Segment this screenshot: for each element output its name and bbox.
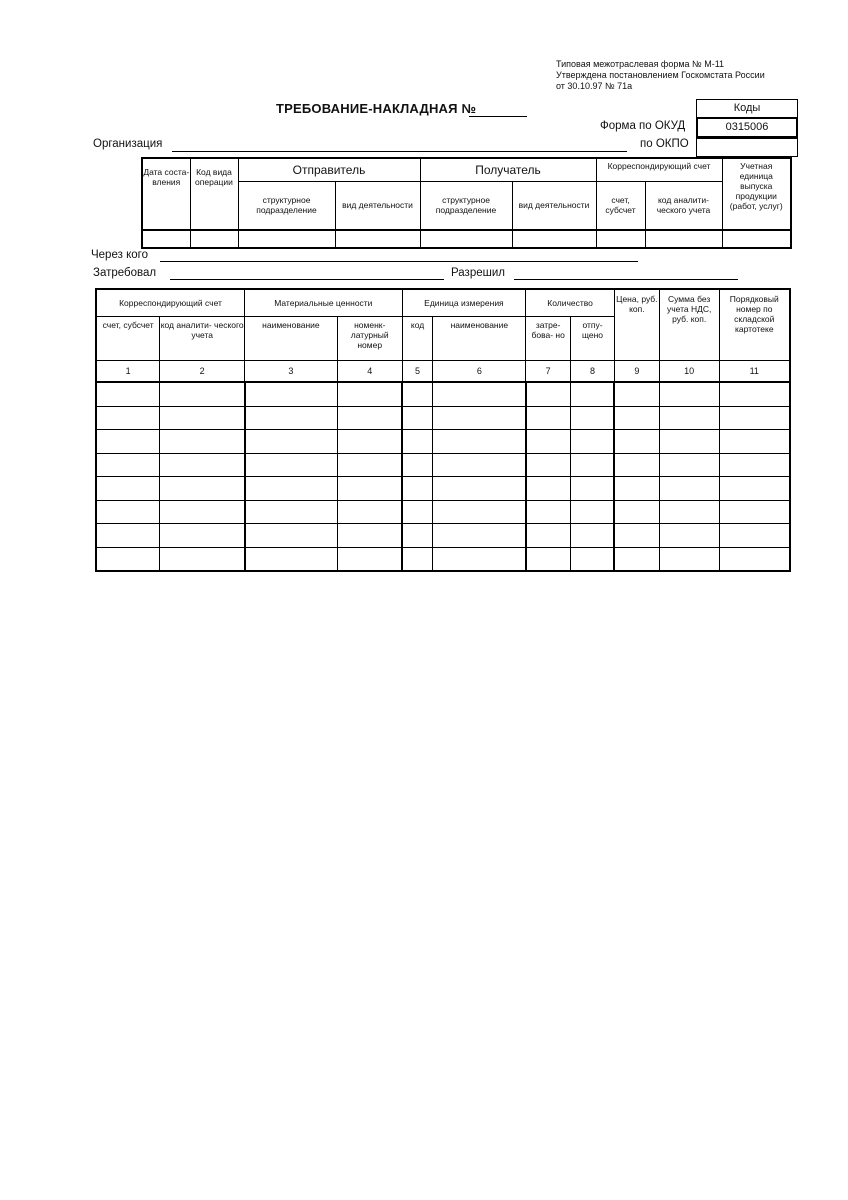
receiver-division-cell[interactable]: [420, 230, 512, 248]
measure-unit-header: Единица измерения: [402, 289, 526, 317]
released-qty-cell[interactable]: [571, 382, 615, 406]
price-cell[interactable]: [614, 524, 659, 548]
table-row: [96, 430, 790, 454]
released-qty-header: отпу- щено: [571, 317, 615, 361]
sender-division-cell[interactable]: [238, 230, 335, 248]
document-number-field[interactable]: [469, 116, 527, 117]
unit-name-cell[interactable]: [433, 477, 526, 501]
account-cell[interactable]: [96, 500, 160, 524]
form-type-header: [556, 59, 765, 92]
nomenclature-number-cell[interactable]: [337, 382, 402, 406]
price-cell[interactable]: [614, 406, 659, 430]
receiver-activity-header: вид деятельности: [512, 182, 596, 230]
document-title: ТРЕБОВАНИЕ-НАКЛАДНАЯ №: [276, 101, 477, 116]
through-label: Через кого: [91, 249, 148, 261]
account-cell[interactable]: [96, 524, 160, 548]
order-number-cell[interactable]: [719, 453, 790, 477]
material-name-cell[interactable]: [245, 382, 338, 406]
material-name-cell[interactable]: [245, 406, 338, 430]
material-name-cell[interactable]: [245, 477, 338, 501]
account-cell[interactable]: [96, 430, 160, 454]
sum-cell[interactable]: [659, 477, 719, 501]
corr-account-header: Корреспондирующий счет: [96, 289, 245, 317]
analytic-code-cell[interactable]: [160, 500, 245, 524]
nomenclature-number-cell[interactable]: [337, 430, 402, 454]
unit-code-cell[interactable]: [402, 406, 433, 430]
nomenclature-number-cell[interactable]: [337, 547, 402, 571]
price-cell[interactable]: [614, 500, 659, 524]
table-row: [96, 477, 790, 501]
account-header: счет, субсчет: [596, 182, 645, 230]
material-name-cell[interactable]: [245, 453, 338, 477]
materials-header: Материальные ценности: [245, 289, 403, 317]
order-number-cell[interactable]: [719, 524, 790, 548]
column-number: 3: [245, 361, 338, 383]
nomenclature-number-cell[interactable]: [337, 500, 402, 524]
unit-code-cell[interactable]: [402, 453, 433, 477]
materials-table: [95, 288, 791, 572]
material-name-header: наименование: [245, 317, 338, 361]
order-number-cell[interactable]: [719, 500, 790, 524]
column-number: 7: [526, 361, 571, 383]
sum-cell[interactable]: [659, 524, 719, 548]
date-header: Дата соста- вления: [142, 158, 190, 230]
unit-name-cell[interactable]: [433, 406, 526, 430]
column-number: 4: [337, 361, 402, 383]
requested-qty-cell[interactable]: [526, 547, 571, 571]
column-number: 10: [659, 361, 719, 383]
table-row: [96, 382, 790, 406]
sum-header: Сумма без учета НДС, руб. коп.: [659, 289, 719, 361]
receiver-division-header: структурное подразделение: [420, 182, 512, 230]
sender-division-header: структурное подразделение: [238, 182, 335, 230]
okpo-label: по ОКПО: [640, 138, 689, 150]
analytic-code-header: код аналити- ческого учета: [645, 182, 722, 230]
sender-activity-header: вид деятельности: [335, 182, 420, 230]
okud-label: Форма по ОКУД: [600, 120, 686, 132]
unit-code-cell[interactable]: [402, 547, 433, 571]
sum-cell[interactable]: [659, 382, 719, 406]
order-number-cell[interactable]: [719, 382, 790, 406]
operation-code-cell[interactable]: [190, 230, 238, 248]
corr-account-header: Корреспондирующий счет: [596, 158, 722, 182]
released-qty-cell[interactable]: [571, 453, 615, 477]
account-cell[interactable]: [96, 547, 160, 571]
unit-name-header: наименование: [433, 317, 526, 361]
released-qty-cell[interactable]: [571, 547, 615, 571]
requested-qty-cell[interactable]: [526, 406, 571, 430]
column-number: 9: [614, 361, 659, 383]
price-cell[interactable]: [614, 477, 659, 501]
price-cell[interactable]: [614, 453, 659, 477]
sum-cell[interactable]: [659, 453, 719, 477]
released-qty-cell[interactable]: [571, 524, 615, 548]
requested-field[interactable]: [170, 279, 444, 280]
form-type-line: Типовая межотраслевая форма № М-11: [556, 59, 725, 69]
requested-qty-cell[interactable]: [526, 430, 571, 454]
okud-value-field[interactable]: 0315006: [696, 117, 798, 138]
account-cell[interactable]: [596, 230, 645, 248]
requested-qty-cell[interactable]: [526, 382, 571, 406]
unit-code-cell[interactable]: [402, 524, 433, 548]
unit-name-cell[interactable]: [433, 430, 526, 454]
table-row: [96, 524, 790, 548]
column-number: 6: [433, 361, 526, 383]
analytic-code-cell[interactable]: [160, 382, 245, 406]
quantity-header: Количество: [526, 289, 615, 317]
nomenclature-number-cell[interactable]: [337, 453, 402, 477]
requested-qty-header: затре- бова- но: [526, 317, 571, 361]
analytic-code-cell[interactable]: [160, 477, 245, 501]
nomenclature-number-cell[interactable]: [337, 406, 402, 430]
table-row: [96, 453, 790, 477]
sender-header: Отправитель: [238, 158, 420, 182]
codes-box: [696, 99, 798, 157]
unit-name-cell[interactable]: [433, 500, 526, 524]
table-row: [96, 406, 790, 430]
sum-cell[interactable]: [659, 430, 719, 454]
requested-qty-cell[interactable]: [526, 477, 571, 501]
released-qty-cell[interactable]: [571, 500, 615, 524]
unit-name-cell[interactable]: [433, 453, 526, 477]
unit-name-cell[interactable]: [433, 382, 526, 406]
account-cell[interactable]: [96, 453, 160, 477]
permitted-field[interactable]: [514, 279, 738, 280]
order-number-cell[interactable]: [719, 406, 790, 430]
price-cell[interactable]: [614, 430, 659, 454]
table-row: [96, 547, 790, 571]
receiver-activity-cell[interactable]: [512, 230, 596, 248]
permitted-label: Разрешил: [451, 267, 505, 279]
unit-name-cell[interactable]: [433, 524, 526, 548]
account-cell[interactable]: [96, 406, 160, 430]
organization-label: Организация: [93, 138, 163, 150]
okpo-value-field[interactable]: [697, 138, 797, 156]
analytic-code-cell[interactable]: [645, 230, 722, 248]
sum-cell[interactable]: [659, 406, 719, 430]
account-cell[interactable]: [96, 382, 160, 406]
through-field[interactable]: [160, 261, 638, 262]
released-qty-cell[interactable]: [571, 430, 615, 454]
requested-qty-cell[interactable]: [526, 524, 571, 548]
requested-qty-cell[interactable]: [526, 500, 571, 524]
price-header: Цена, руб. коп.: [614, 289, 659, 361]
requested-qty-cell[interactable]: [526, 453, 571, 477]
codes-header: Коды: [733, 102, 761, 114]
accounting-unit-cell[interactable]: [722, 230, 791, 248]
order-number-header: Порядковый номер по складской картотеке: [719, 289, 790, 361]
material-name-cell[interactable]: [245, 430, 338, 454]
released-qty-cell[interactable]: [571, 406, 615, 430]
unit-name-cell[interactable]: [433, 547, 526, 571]
column-number: 11: [719, 361, 790, 383]
account-cell[interactable]: [96, 477, 160, 501]
requested-label: Затребовал: [93, 267, 157, 279]
released-qty-cell[interactable]: [571, 477, 615, 501]
form-date-line: от 30.10.97 № 71а: [556, 81, 633, 91]
order-number-cell[interactable]: [719, 477, 790, 501]
sender-activity-cell[interactable]: [335, 230, 420, 248]
date-cell[interactable]: [142, 230, 190, 248]
sum-cell[interactable]: [659, 547, 719, 571]
column-number: 5: [402, 361, 433, 383]
organization-field[interactable]: [172, 151, 627, 152]
unit-code-header: код: [402, 317, 433, 361]
order-number-cell[interactable]: [719, 547, 790, 571]
table-row: [96, 500, 790, 524]
unit-code-cell[interactable]: [402, 382, 433, 406]
operation-code-header: Код вида операции: [190, 158, 238, 230]
nomenclature-number-cell[interactable]: [337, 524, 402, 548]
sum-cell[interactable]: [659, 500, 719, 524]
account-header: счет, субсчет: [96, 317, 160, 361]
column-number: 2: [160, 361, 245, 383]
header-table: [141, 157, 792, 249]
material-name-cell[interactable]: [245, 524, 338, 548]
analytic-code-header: код аналити- ческого учета: [160, 317, 245, 361]
accounting-unit-header: Учетная единица выпуска продукции (работ, услуг): [722, 158, 791, 230]
materials-rows: [96, 382, 790, 571]
nomenclature-number-cell[interactable]: [337, 477, 402, 501]
form-approval-line: Утверждена постановлением Госкомстата России: [556, 70, 765, 80]
analytic-code-cell[interactable]: [160, 430, 245, 454]
receiver-header: Получатель: [420, 158, 596, 182]
unit-code-cell[interactable]: [402, 430, 433, 454]
unit-code-cell[interactable]: [402, 477, 433, 501]
material-name-cell[interactable]: [245, 547, 338, 571]
unit-code-cell[interactable]: [402, 500, 433, 524]
analytic-code-cell[interactable]: [160, 453, 245, 477]
price-cell[interactable]: [614, 547, 659, 571]
column-number: 8: [571, 361, 615, 383]
analytic-code-cell[interactable]: [160, 406, 245, 430]
order-number-cell[interactable]: [719, 430, 790, 454]
analytic-code-cell[interactable]: [160, 547, 245, 571]
column-number: 1: [96, 361, 160, 383]
analytic-code-cell[interactable]: [160, 524, 245, 548]
price-cell[interactable]: [614, 382, 659, 406]
nomenclature-number-header: номенк- латурный номер: [337, 317, 402, 361]
material-name-cell[interactable]: [245, 500, 338, 524]
